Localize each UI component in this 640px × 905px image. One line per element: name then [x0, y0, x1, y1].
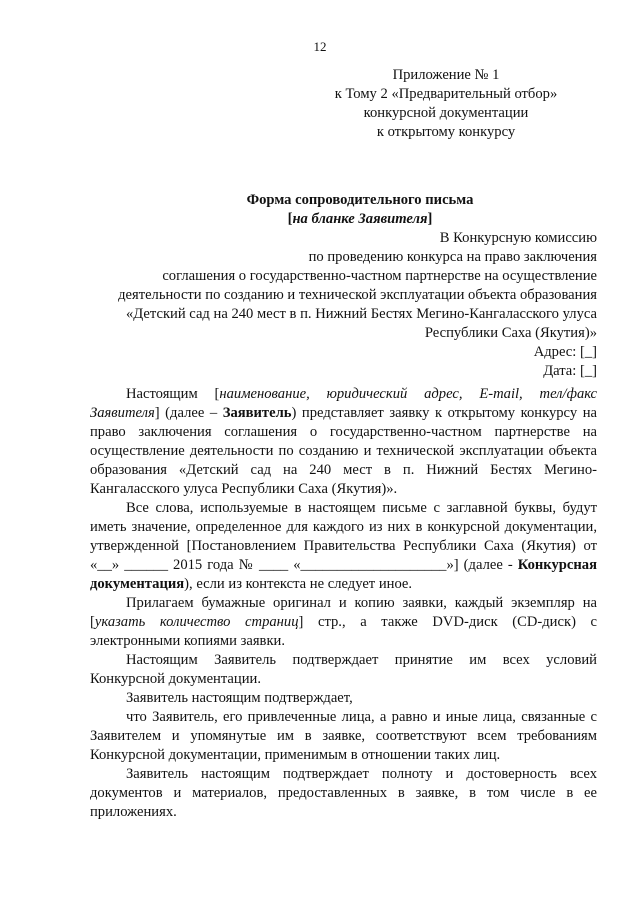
letter-body: [90, 385, 597, 822]
addressee-line-2: по проведению конкурса на право заключения: [308, 249, 597, 265]
paragraph-2: [90, 499, 597, 594]
subtitle-text: на бланке Заявителя: [292, 211, 428, 227]
p1-text-a: Настоящим [: [126, 386, 220, 402]
p3-text-a: Прилагаем бумажные оригинал и копию заявки, каждый экземпляр на [: [90, 595, 597, 630]
address-field: Адрес: [_]: [533, 344, 597, 360]
addressee-line-1: В Конкурсную комиссию: [439, 230, 597, 246]
paragraph-7: Заявитель настоящим подтверждает полноту и достоверность всех документов и материалов, предоставленных в заявке, в том числе в ее приложениях.: [90, 766, 597, 820]
subtitle-bracket-open: [: [287, 211, 293, 227]
addressee-line-5: «Детский сад на 240 мест в п. Нижний Бестях Мегино-Кангаласского улуса: [126, 306, 597, 322]
paragraph-5: Заявитель настоящим подтверждает,: [126, 690, 353, 706]
page-number: 12: [313, 39, 327, 54]
subtitle-bracket-close: ]: [427, 211, 433, 227]
p1-term-applicant: Заявитель: [222, 405, 292, 421]
appendix-line-3: конкурсной документации: [363, 105, 529, 121]
p1-text-b: ] (далее –: [154, 405, 223, 421]
paragraph-6: что Заявитель, его привлеченные лица, а равно и иные лица, связанные с Заявителем и упомянутые им в заявке, соответствуют всем требованиям Конкурсной документации, применимым в отношении таких лиц.: [90, 709, 597, 763]
form-title-block: [80, 191, 640, 229]
addressee-line-3: соглашения о государственно-частном партнерстве на осуществление: [162, 268, 597, 284]
addressee-line-4: деятельности по созданию и технической эксплуатации объекта образования: [118, 287, 597, 303]
appendix-header: [300, 66, 592, 142]
paragraph-4: Настоящим Заявитель подтверждает принятие им всех условий Конкурсной документации.: [90, 652, 597, 687]
p1-applicant-placeholder: наименование, юридический адрес, E-mail, тел/факс Заявителя: [90, 386, 598, 421]
appendix-line-4: к открытому конкурсу: [376, 124, 516, 140]
addressee-block: [80, 229, 597, 381]
p2-term-documentation: Конкурсная документация: [90, 557, 597, 592]
paragraph-3: [90, 594, 597, 651]
paragraph-1: [90, 385, 597, 499]
appendix-line-2: к Тому 2 «Предварительный отбор»: [334, 86, 558, 102]
form-subtitle: [80, 210, 640, 229]
p1-text-c: ) представляет заявку к открытому конкурсу на право заключения соглашения о государственно-частном партнерстве на осуществление деятельности по созданию и технической эксплуатации объекта образования «Детский сад на 240 мест в п. Нижний Бестях Мегино-Кангаласского улуса Республики Саха (Якутия)».: [90, 405, 597, 497]
appendix-line-1: Приложение № 1: [392, 67, 500, 83]
p3-text-b: ] стр., а также DVD-диск (CD-диск) с электронными копиями заявки.: [90, 614, 598, 649]
form-title: Форма сопроводительного письма: [246, 192, 474, 208]
addressee-line-6: Республики Саха (Якутия)»: [424, 325, 597, 341]
p2-text-b: ), если из контекста не следует иное.: [184, 576, 413, 592]
p2-text-a: Все слова, используемые в настоящем письме с заглавной буквы, будут иметь значение, определенное для каждого из них в конкурсной документации, утвержденной [Постановлением Правительства Республики Саха (Якутия) от «__» ______ 2015 года № ____ «____________________»] (далее -: [90, 500, 597, 573]
date-field: Дата: [_]: [543, 363, 597, 379]
p3-pages-placeholder: указать количество страниц: [94, 614, 299, 630]
